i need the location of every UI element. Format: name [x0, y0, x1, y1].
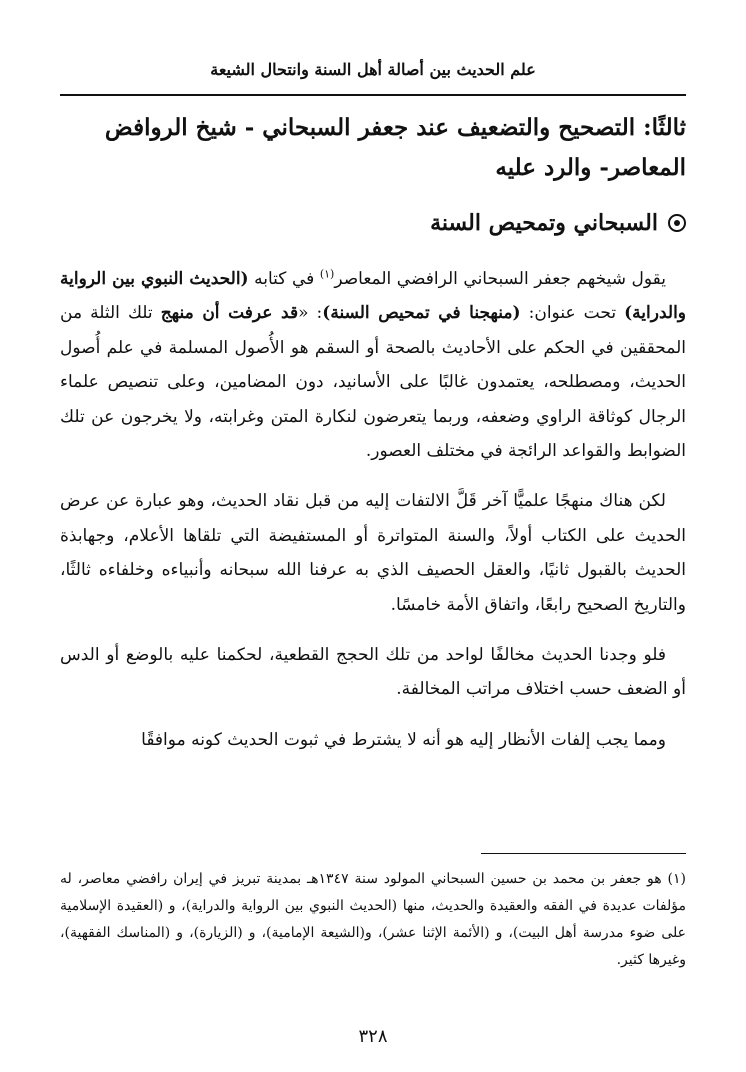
footnote: (١) هو جعفر بن محمد بن حسين السبحاني المولود سنة ١٣٤٧هـ بمدينة تبريز في إيران رافضي معاصر، له مؤلفات عديدة في الفقه والعقيدة والحديث، منها (الحديث النبوي بين الرواية والدراية)، و (العقيدة الإسلامية على ضوء مدرسة أهل البيت)، و (الأئمة الإثنا عشر)، و(الشيعة الإمامية)، و (الزيارة)، و (المناسك الفقهية)، وغيرها كثير.: [60, 871, 686, 968]
paragraph-3: فلو وجدنا الحديث مخالفًا لواحد من تلك الحجج القطعية، لحكمنا عليه بالوضع أو الدس أو الضعف حسب اختلاف مراتب المخالفة.: [60, 645, 686, 700]
paragraph-2: لكن هناك منهجًا علميًّا آخر قَلَّ الالتفات إليه من قبل نقاد الحديث، وهو عبارة عن عرض الحديث على الكتاب أولاً، والسنة المتواترة أو المستفيضة التي تلقاها الأعلام، وجهابذة الحديث بالقبول ثانيًا، والعقل الحصيف الذي به عرفنا الله سبحانه وأنبياءه وخلفاءه ثالثًا، والتاريخ الصحيح رابعًا، واتفاق الأمة خامسًا.: [60, 491, 686, 615]
p1-in-book: في كتابه: [248, 269, 320, 289]
footnote-reference[interactable]: (١): [319, 267, 335, 281]
header-rule: [60, 94, 686, 96]
p1-rest: تلك الثلة من المحققين في الحكم على الأحاديث بالصحة أو السقم هو الأُصول المسلمة في علم أُصول الحديث، ومصطلحه، يعتمدون غالبًا على الأسانيد، دون المضامين، وعلى تنصيص علماء الرجال كوثاقة الراوي وضعفه، وربما يتعرضون لنكارة المتن وغرابته، ولا يخرجون عن تلك الضوابط والقواعد الرائجة في مختلف العصور.: [60, 303, 686, 462]
body-text: [60, 262, 686, 773]
subheading-text: السبحاني وتمحيص السنة: [430, 210, 658, 236]
footnote-rule: [481, 853, 686, 854]
target-icon: [668, 214, 686, 232]
subheading: [186, 205, 686, 241]
p1-quote-open: : «: [298, 303, 323, 324]
p1-quote-start: قد عرفت أن منهج: [160, 303, 299, 324]
section-title: ثالثًا: التصحيح والتضعيف عند جعفر السبحاني - شيخ الروافض المعاصر- والرد عليه: [104, 114, 686, 181]
section-name: (منهجنا في تمحيص السنة): [322, 303, 521, 324]
p1-intro: يقول شيخهم جعفر السبحاني الرافضي المعاصر: [334, 269, 666, 289]
page-number: ٣٢٨: [358, 1026, 388, 1047]
book-title: (الحديث النبوي بين الرواية والدراية): [60, 269, 686, 324]
paragraph-4: ومما يجب إلفات الأنظار إليه هو أنه لا يشترط في ثبوت الحديث كونه موافقًا: [141, 729, 666, 750]
p1-under-title: تحت عنوان:: [520, 303, 625, 324]
running-header: علم الحديث بين أصالة أهل السنة وانتحال الشيعة: [210, 60, 536, 79]
paragraph-1: [60, 262, 686, 468]
